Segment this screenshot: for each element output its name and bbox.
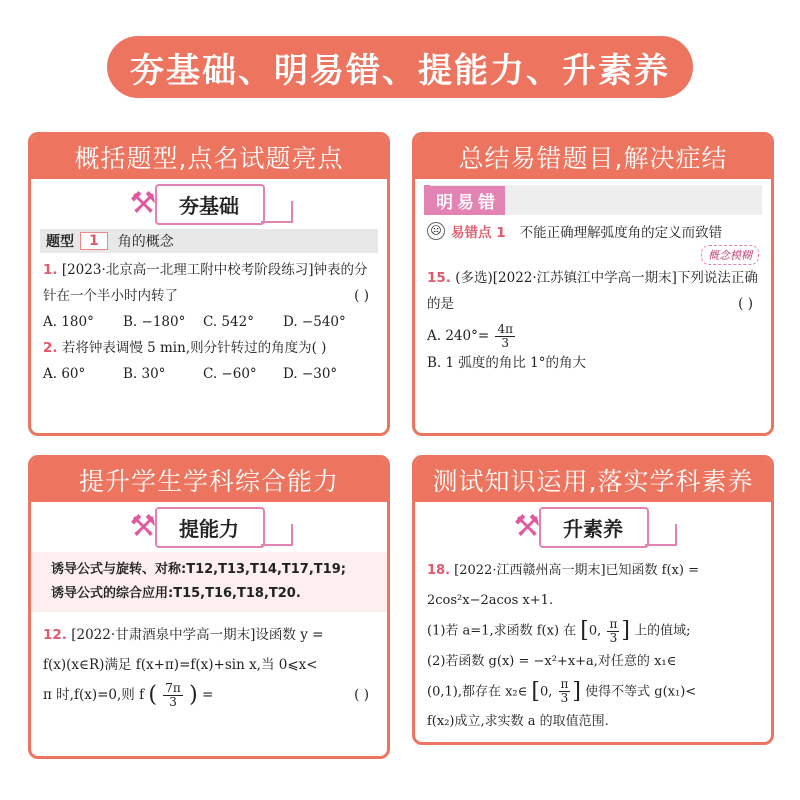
option-c: C. 542° bbox=[203, 314, 254, 330]
question-number: 15. bbox=[427, 270, 451, 286]
option-d: D. −540° bbox=[283, 314, 346, 330]
badge bbox=[509, 507, 677, 548]
fraction bbox=[163, 682, 183, 709]
question-number: 18. bbox=[427, 563, 451, 578]
option-b: B. 1 弧度的角比 1°的角大 bbox=[427, 355, 587, 371]
panel-literacy bbox=[412, 455, 774, 745]
type-number: 1 bbox=[80, 232, 108, 250]
badge-label: 提能力 bbox=[155, 507, 265, 548]
option-d: D. −30° bbox=[283, 366, 338, 382]
error-text: 不能正确理解弧度角的定义而致错 bbox=[519, 225, 723, 241]
interval-left: 0, bbox=[588, 623, 602, 639]
fraction-numerator: 4π bbox=[497, 322, 513, 336]
panel-content bbox=[415, 185, 771, 376]
sad-face-icon: ☹ bbox=[427, 222, 445, 240]
type-tag: 题型 bbox=[46, 234, 74, 250]
badge-label: 夯基础 bbox=[155, 184, 265, 225]
question-1 bbox=[43, 257, 375, 309]
answer-paren: ( ) bbox=[354, 687, 369, 703]
panel-mistakes bbox=[412, 132, 774, 436]
stamp-row bbox=[427, 241, 759, 265]
question-line-2: f(x)(x∈R)满足 f(x+π)=f(x)+sin x,当 0⩽x< bbox=[43, 657, 318, 673]
hammer-icon: ⚒ bbox=[513, 509, 541, 544]
option-a: A. 180° bbox=[43, 314, 94, 330]
paren-left: ( bbox=[148, 682, 157, 708]
badge bbox=[125, 507, 293, 548]
panel-header: 测试知识运用,落实学科素养 bbox=[415, 458, 771, 502]
bracket-left: [ bbox=[580, 618, 589, 643]
question-2 bbox=[43, 335, 375, 361]
equals-sign: = bbox=[202, 687, 214, 703]
question-18 bbox=[427, 556, 759, 737]
badge-decoration bbox=[261, 524, 293, 546]
interval-left: 0, bbox=[539, 684, 553, 699]
option-b: B. −180° bbox=[123, 314, 186, 330]
top-banner: 夯基础、明易错、提能力、升素养 bbox=[107, 36, 693, 98]
fraction-numerator: π bbox=[609, 616, 618, 631]
panel-header: 总结易错题目,解决症结 bbox=[415, 135, 771, 179]
part-2-line-3: f(x₂)成立,求实数 a 的取值范围. bbox=[427, 714, 609, 729]
fraction-denominator: 3 bbox=[609, 630, 618, 645]
option-c: C. −60° bbox=[203, 366, 257, 382]
badge-decoration bbox=[261, 201, 293, 223]
badge-label: 升素养 bbox=[539, 507, 649, 548]
hammer-icon: ⚒ bbox=[129, 509, 157, 544]
fraction bbox=[559, 678, 571, 705]
bracket-right: ] bbox=[621, 618, 630, 643]
answer-paren: ( ) bbox=[738, 296, 753, 312]
fraction-denominator: 3 bbox=[560, 691, 569, 705]
section-label: 明易错 bbox=[430, 186, 505, 215]
question-text: 若将钟表调慢 5 min,则分针转过的角度为( ) bbox=[61, 340, 327, 356]
badge-wrap bbox=[43, 502, 375, 552]
question-line-3: π 时,f(x)=0,则 f bbox=[43, 687, 145, 703]
bracket-right: ] bbox=[572, 678, 582, 704]
question-number: 2. bbox=[43, 340, 58, 356]
badge-decoration bbox=[645, 524, 677, 546]
fraction bbox=[607, 618, 619, 645]
panel-basics bbox=[28, 132, 390, 436]
question-number: 12. bbox=[43, 627, 67, 643]
part-2-line-2-end: 使得不等式 g(x₁)< bbox=[585, 684, 697, 699]
section-bar bbox=[424, 185, 762, 215]
question-12 bbox=[43, 620, 375, 711]
question-line-2: 2cos²x−2acos x+1. bbox=[427, 593, 554, 608]
options-2 bbox=[43, 361, 375, 387]
part-1-text: (1)若 a=1,求函数 f(x) 在 bbox=[427, 623, 577, 639]
option-a-text: A. 240°= bbox=[427, 328, 490, 344]
panel-header: 概括题型,点名试题亮点 bbox=[31, 135, 387, 179]
type-bar bbox=[40, 229, 378, 253]
badge-wrap bbox=[427, 502, 759, 552]
question-line-1: [2022·江西赣州高一期末]已知函数 f(x) = bbox=[454, 563, 699, 578]
fraction-denominator: 3 bbox=[501, 336, 510, 350]
question-text: (多选)[2022·江苏镇江中学高一期末]下列说法正确的是 bbox=[427, 270, 758, 312]
type-title: 角的概念 bbox=[117, 234, 174, 250]
option-b: B. 30° bbox=[123, 366, 166, 382]
fraction-denominator: 3 bbox=[169, 695, 177, 709]
question-text: [2023·北京高一北理工附中校考阶段练习]钟表的分针在一个半小时内转了 bbox=[43, 262, 368, 304]
fraction-numerator: 7π bbox=[165, 681, 181, 695]
question-line-1: [2022·甘肃酒泉中学高一期末]设函数 y = bbox=[71, 627, 324, 643]
panel-content bbox=[31, 179, 387, 387]
fraction bbox=[495, 323, 515, 350]
error-point bbox=[427, 221, 759, 241]
panel-header: 提升学生学科综合能力 bbox=[31, 458, 387, 502]
summary-line-1: 诱导公式与旋转、对称:T12,T13,T14,T17,T19; bbox=[51, 562, 346, 577]
option-a: A. 60° bbox=[43, 366, 86, 382]
panel-ability bbox=[28, 455, 390, 759]
error-tag: 易错点 1 bbox=[451, 225, 506, 241]
options-1 bbox=[43, 309, 375, 335]
option-a bbox=[427, 323, 759, 350]
question-15 bbox=[427, 265, 759, 317]
bracket-left: [ bbox=[531, 678, 540, 704]
answer-paren: ( ) bbox=[354, 288, 369, 304]
part-2-line-2: (0,1),都存在 x₂∈ bbox=[427, 684, 528, 699]
summary-line-2: 诱导公式的综合应用:T15,T16,T18,T20. bbox=[51, 586, 301, 601]
part-1-end: 上的值域; bbox=[634, 623, 691, 639]
fraction-numerator: π bbox=[560, 677, 569, 691]
part-2-line-1: (2)若函数 g(x) = −x²+x+a,对任意的 x₁∈ bbox=[427, 653, 677, 669]
concept-stamp: 概念模糊 bbox=[701, 245, 759, 265]
panel-content bbox=[31, 502, 387, 711]
panel-content bbox=[415, 502, 771, 737]
paren-right: ) bbox=[189, 682, 198, 708]
question-number: 1. bbox=[43, 262, 58, 278]
topic-summary bbox=[31, 552, 387, 612]
badge bbox=[125, 184, 293, 225]
hammer-icon: ⚒ bbox=[129, 186, 157, 221]
badge-wrap bbox=[43, 179, 375, 229]
